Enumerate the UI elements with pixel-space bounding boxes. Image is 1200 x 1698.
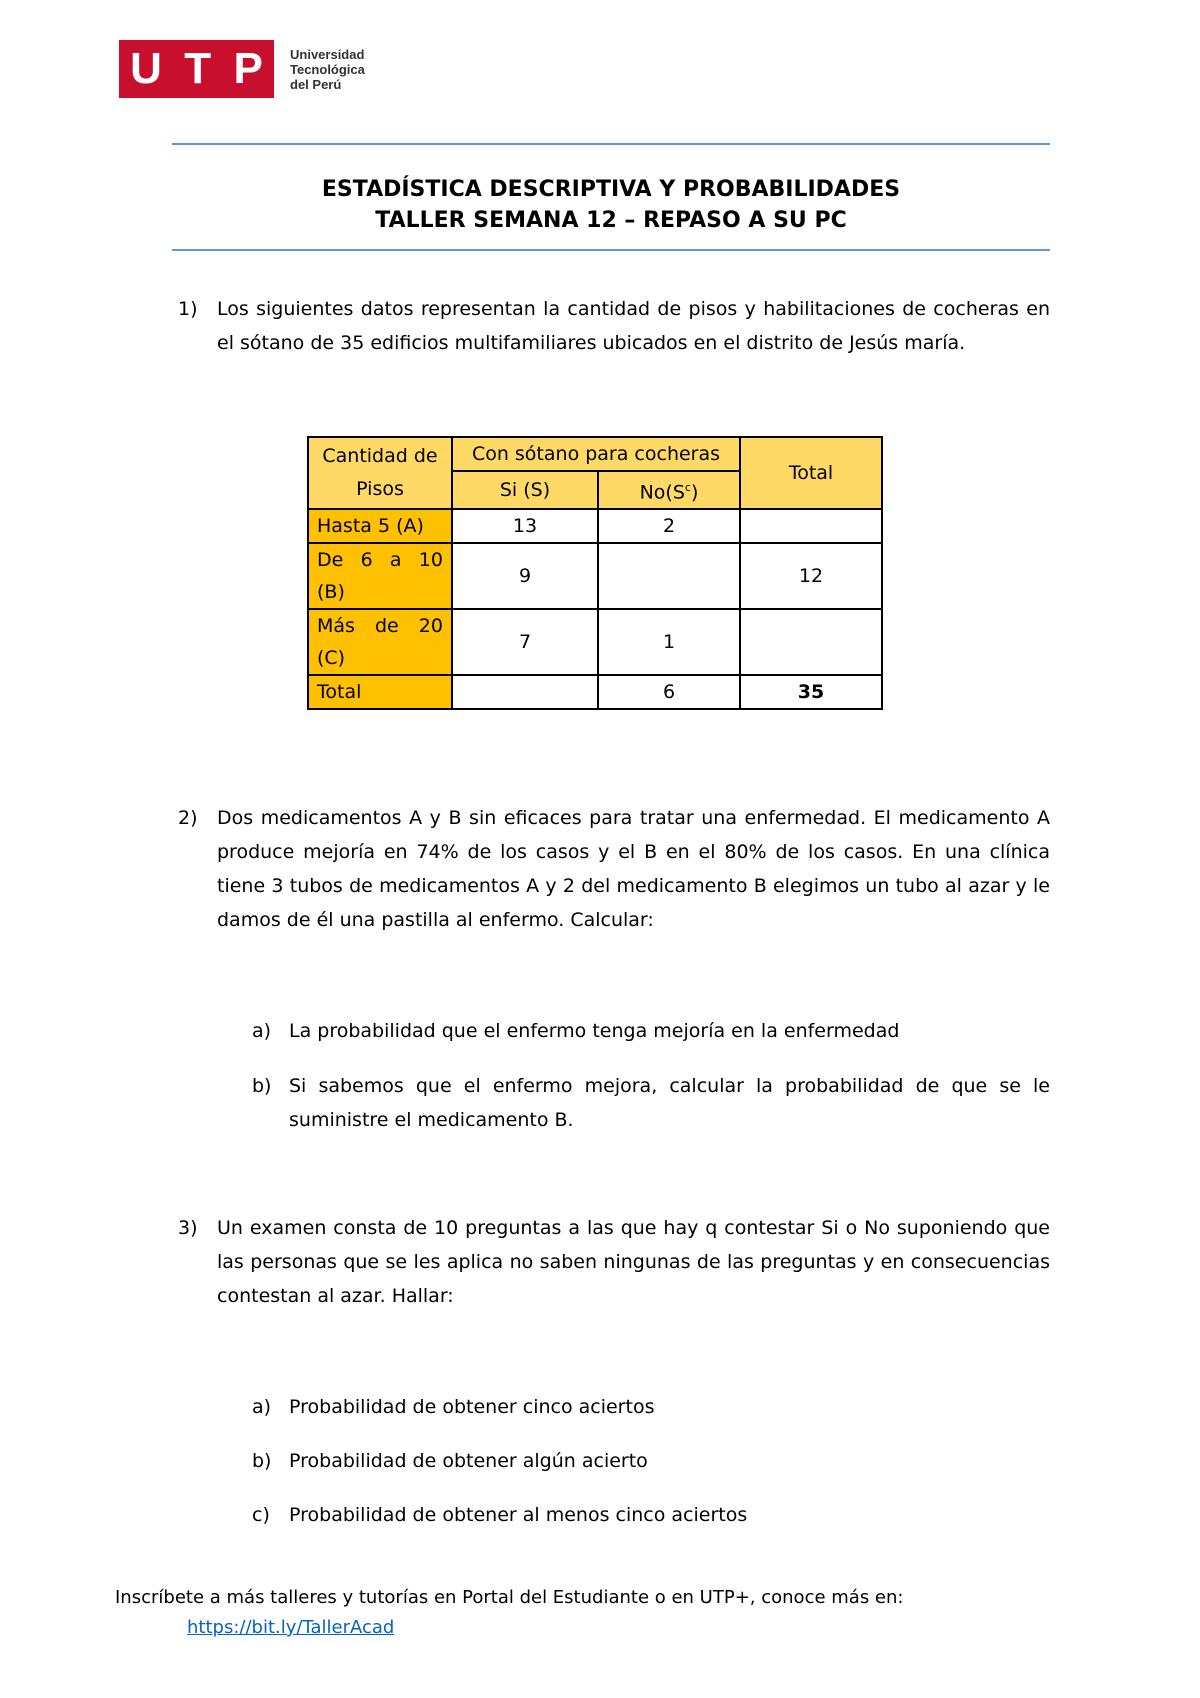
question-3b-letter: b) <box>252 1450 272 1472</box>
question-1-number: 1) <box>178 298 198 320</box>
logo-letter-u: U <box>130 44 162 93</box>
row-total-label: Total <box>308 675 452 709</box>
question-3a <box>252 1390 1050 1424</box>
row-total-total: 35 <box>740 675 882 709</box>
question-2b <box>252 1069 1050 1137</box>
question-1-text: Los siguientes datos representan la cantidad de pisos y habilitaciones de cocheras en el sótano de 35 edificios multifamiliares ubicados en el distrito de Jesús maría. <box>217 298 1050 354</box>
header-cantidad: Cantidad de Pisos <box>308 437 452 509</box>
question-3-text: Un examen consta de 10 preguntas a las que hay q contestar Si o No suponiendo que las personas que se les aplica no saben ningunas de las preguntas y en consecuencias contestan al azar. Hallar: <box>217 1217 1050 1307</box>
question-2a-letter: a) <box>252 1020 272 1042</box>
question-2b-text: Si sabemos que el enfermo mejora, calcular la probabilidad de que se le suministre el medicamento B. <box>289 1075 1050 1131</box>
question-1 <box>178 292 1050 360</box>
row-b-si: 9 <box>452 543 598 609</box>
row-b-label: De 6 a 10 (B) <box>308 543 452 609</box>
page-title-line1: ESTADÍSTICA DESCRIPTIVA Y PROBABILIDADES <box>321 177 901 202</box>
question-3c <box>252 1498 1050 1532</box>
question-2a <box>252 1014 1050 1048</box>
header-total: Total <box>740 437 882 509</box>
question-3c-letter: c) <box>252 1504 270 1526</box>
row-c-label: Más de 20 (C) <box>308 609 452 675</box>
question-3b <box>252 1444 1050 1478</box>
row-a-total <box>740 509 882 543</box>
row-total-si <box>452 675 598 709</box>
utp-logo-box <box>119 40 274 98</box>
row-a-no: 2 <box>598 509 740 543</box>
logo-wordmark <box>290 47 365 92</box>
question-3b-text: Probabilidad de obtener algún acierto <box>289 1450 648 1472</box>
logo-text-line2: Tecnológica <box>290 61 365 77</box>
header-no <box>598 471 740 509</box>
page-title-line2: TALLER SEMANA 12 – REPASO A SU PC <box>375 208 847 233</box>
data-table <box>307 436 883 710</box>
question-3-number: 3) <box>178 1217 198 1239</box>
footer-link[interactable]: https://bit.ly/TallerAcad <box>187 1617 395 1638</box>
question-3c-text: Probabilidad de obtener al menos cinco aciertos <box>289 1504 748 1526</box>
utp-logo <box>119 40 365 98</box>
logo-letter-p: P <box>233 44 263 93</box>
logo-text-line1: Universidad <box>290 46 365 62</box>
question-3 <box>178 1211 1050 1313</box>
question-3a-letter: a) <box>252 1396 272 1418</box>
logo-text-line3: del Perú <box>290 76 342 92</box>
top-rule <box>172 143 1050 145</box>
bottom-rule <box>172 249 1050 251</box>
header-no-text: No(S <box>639 481 685 504</box>
row-b-total: 12 <box>740 543 882 609</box>
row-a-label: Hasta 5 (A) <box>308 509 452 543</box>
question-3a-text: Probabilidad de obtener cinco aciertos <box>289 1396 655 1418</box>
question-2 <box>178 801 1050 937</box>
logo-letter-t: T <box>184 44 212 93</box>
row-a-si: 13 <box>452 509 598 543</box>
question-2-number: 2) <box>178 807 198 829</box>
row-c-si: 7 <box>452 609 598 675</box>
header-si: Si (S) <box>452 471 598 509</box>
row-c-no: 1 <box>598 609 740 675</box>
question-2-text: Dos medicamentos A y B sin eficaces para tratar una enfermedad. El medicamento A produce mejoría en 74% de los casos y el B en el 80% de los casos. En una clínica tiene 3 tubos de medicamentos A y 2 del medicamento B elegimos un tubo al azar y le damos de él una pastilla al enfermo. Calcular: <box>217 807 1050 931</box>
header-no-sup: c <box>684 481 691 494</box>
question-2a-text: La probabilidad que el enfermo tenga mejoría en la enfermedad <box>289 1020 900 1042</box>
row-c-total <box>740 609 882 675</box>
footer <box>115 1583 903 1643</box>
question-2b-letter: b) <box>252 1075 272 1097</box>
header-con-sotano: Con sótano para cocheras <box>452 437 740 471</box>
header-no-close: ) <box>690 481 699 504</box>
row-b-no <box>598 543 740 609</box>
row-total-no: 6 <box>598 675 740 709</box>
footer-text: Inscríbete a más talleres y tutorías en Portal del Estudiante o en UTP+, conoce más en: <box>115 1587 904 1608</box>
